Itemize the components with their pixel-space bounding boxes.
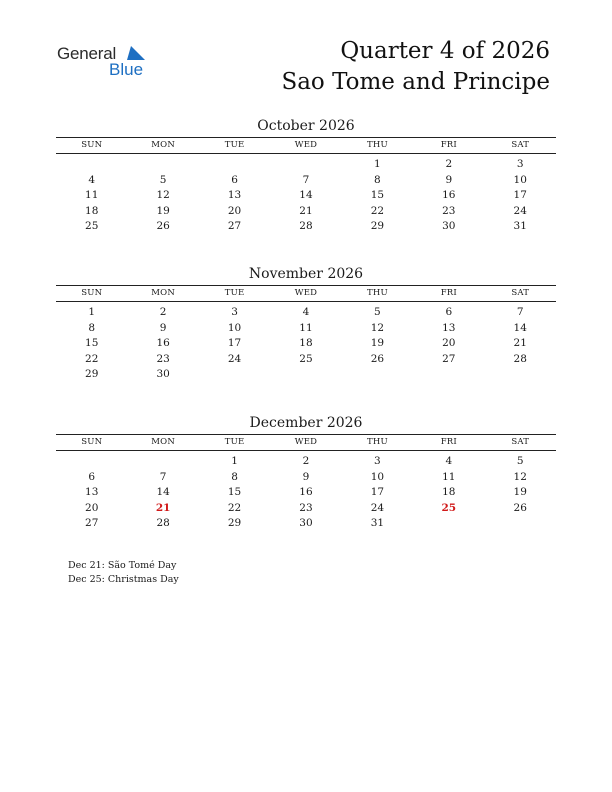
weekday-label: WED bbox=[294, 140, 318, 150]
weekday-label: MON bbox=[151, 288, 175, 298]
weekday-label: FRI bbox=[440, 288, 457, 298]
generalblue-logo bbox=[57, 44, 157, 84]
day-cell: 20 bbox=[85, 501, 99, 514]
week-row bbox=[56, 203, 556, 219]
day-cell: 21 bbox=[299, 204, 313, 217]
day-cell: 5 bbox=[516, 455, 524, 467]
empty-day-cell bbox=[56, 156, 127, 172]
day-cell: 24 bbox=[513, 204, 527, 217]
day-cell: 13 bbox=[442, 321, 456, 334]
day-cell: 22 bbox=[370, 204, 385, 217]
day-cell: 5 bbox=[374, 306, 381, 318]
day-cell: 30 bbox=[156, 368, 170, 380]
weekday-header bbox=[56, 434, 556, 451]
day-cell: 18 bbox=[442, 486, 456, 498]
weekday-label: SUN bbox=[81, 437, 103, 447]
weekday-label: TUE bbox=[224, 140, 245, 150]
week-row bbox=[56, 469, 556, 485]
day-cell: 22 bbox=[227, 501, 242, 514]
empty-day-cell bbox=[485, 515, 556, 531]
week-row bbox=[56, 515, 556, 531]
day-cell: 28 bbox=[299, 220, 313, 232]
day-cell: 1 bbox=[374, 158, 381, 170]
day-cell: 8 bbox=[88, 321, 96, 334]
week-row bbox=[56, 304, 556, 320]
week-row bbox=[56, 335, 556, 351]
month-title: October 2026 bbox=[257, 118, 355, 134]
empty-day-cell bbox=[485, 366, 556, 382]
empty-day-cell bbox=[56, 453, 127, 469]
day-cell: 14 bbox=[513, 321, 527, 334]
month-title: November 2026 bbox=[248, 266, 364, 282]
logo-blue-text: Blue bbox=[109, 60, 144, 79]
week-row bbox=[56, 366, 556, 382]
weekday-header bbox=[56, 285, 556, 302]
weekday-label: TUE bbox=[224, 288, 245, 298]
day-cell: 26 bbox=[370, 352, 385, 365]
day-cell: 25 bbox=[299, 352, 313, 365]
day-cell: 17 bbox=[370, 486, 385, 498]
day-cell: 6 bbox=[231, 173, 238, 186]
week-row bbox=[56, 453, 556, 469]
title-quarter: Quarter 4 of 2026 bbox=[340, 38, 550, 64]
logo-general-text: General bbox=[57, 44, 117, 63]
day-cell: 4 bbox=[88, 173, 96, 186]
day-cell: 7 bbox=[302, 173, 310, 186]
weekday-label: SUN bbox=[81, 140, 103, 150]
weekday-label: FRI bbox=[440, 140, 457, 150]
day-cell: 13 bbox=[227, 189, 242, 201]
title-country: Sao Tome and Principe bbox=[281, 69, 550, 95]
holiday-day-cell: 21 bbox=[155, 501, 171, 514]
day-cell: 3 bbox=[374, 455, 381, 467]
day-cell: 14 bbox=[299, 189, 313, 201]
day-cell: 11 bbox=[442, 470, 456, 483]
day-cell: 16 bbox=[156, 337, 170, 349]
day-cell: 3 bbox=[231, 306, 238, 318]
day-cell: 9 bbox=[302, 470, 310, 483]
day-cell: 19 bbox=[370, 337, 385, 349]
weekday-label: SAT bbox=[511, 288, 530, 298]
day-cell: 30 bbox=[299, 517, 313, 529]
day-cell: 11 bbox=[299, 321, 313, 334]
empty-day-cell bbox=[270, 156, 341, 172]
day-cell: 23 bbox=[299, 501, 313, 514]
empty-day-cell bbox=[270, 366, 341, 382]
day-cell: 25 bbox=[85, 220, 99, 232]
day-cell: 17 bbox=[513, 189, 527, 201]
day-cell: 27 bbox=[442, 352, 456, 365]
day-cell: 18 bbox=[85, 204, 99, 217]
day-cell: 4 bbox=[445, 455, 453, 467]
day-cell: 28 bbox=[156, 517, 170, 529]
day-cell: 12 bbox=[513, 470, 527, 483]
day-cell: 10 bbox=[227, 321, 242, 334]
day-cell: 19 bbox=[513, 486, 527, 498]
day-cell: 13 bbox=[85, 486, 99, 498]
day-cell: 31 bbox=[513, 220, 527, 232]
day-cell: 18 bbox=[299, 337, 313, 349]
empty-day-cell bbox=[413, 366, 484, 382]
day-cell: 12 bbox=[156, 189, 170, 201]
day-cell: 15 bbox=[227, 486, 242, 498]
day-cell: 8 bbox=[374, 173, 381, 186]
empty-day-cell bbox=[342, 366, 413, 382]
week-row bbox=[56, 156, 556, 172]
week-row bbox=[56, 351, 556, 367]
day-cell: 15 bbox=[370, 189, 385, 201]
day-cell: 2 bbox=[302, 455, 310, 467]
empty-day-cell bbox=[199, 366, 270, 382]
weekday-label: WED bbox=[294, 437, 318, 447]
day-cell: 12 bbox=[370, 321, 385, 334]
day-cell: 7 bbox=[516, 306, 524, 318]
weekday-label: SUN bbox=[81, 288, 103, 298]
day-cell: 27 bbox=[85, 517, 99, 529]
day-cell: 9 bbox=[159, 321, 167, 334]
day-cell: 1 bbox=[231, 455, 238, 467]
day-cell: 23 bbox=[156, 352, 170, 365]
day-cell: 20 bbox=[227, 204, 242, 217]
day-cell: 29 bbox=[370, 220, 385, 232]
holiday-note: Dec 21: São Tomé Day bbox=[68, 560, 177, 571]
week-row bbox=[56, 484, 556, 500]
week-row bbox=[56, 172, 556, 188]
weekday-label: SAT bbox=[511, 140, 530, 150]
day-cell: 6 bbox=[88, 470, 96, 483]
day-cell: 26 bbox=[513, 501, 527, 514]
month-title: December 2026 bbox=[249, 415, 363, 431]
day-cell: 23 bbox=[442, 204, 456, 217]
day-cell: 8 bbox=[231, 470, 238, 483]
day-cell: 14 bbox=[156, 486, 170, 498]
page-title bbox=[281, 36, 550, 98]
empty-day-cell bbox=[199, 156, 270, 172]
day-cell: 22 bbox=[85, 352, 99, 365]
day-cell: 1 bbox=[88, 306, 96, 318]
day-cell: 2 bbox=[159, 306, 167, 318]
day-cell: 21 bbox=[513, 337, 527, 349]
week-row bbox=[56, 320, 556, 336]
day-cell: 7 bbox=[159, 470, 167, 483]
day-cell: 16 bbox=[299, 486, 313, 498]
weekday-label: THU bbox=[366, 437, 388, 447]
day-cell: 9 bbox=[445, 173, 453, 186]
holiday-note: Dec 25: Christmas Day bbox=[68, 574, 179, 585]
empty-day-cell bbox=[413, 515, 484, 531]
day-cell: 6 bbox=[445, 306, 453, 318]
calendar-month-november bbox=[56, 265, 556, 382]
weekday-header bbox=[56, 137, 556, 154]
day-cell: 11 bbox=[85, 189, 99, 201]
day-cell: 17 bbox=[227, 337, 242, 349]
day-cell: 10 bbox=[370, 470, 385, 483]
logo-triangle-icon bbox=[127, 46, 145, 60]
day-cell: 30 bbox=[442, 220, 456, 232]
weekday-label: TUE bbox=[224, 437, 245, 447]
weekday-label: FRI bbox=[440, 437, 457, 447]
holiday-notes bbox=[68, 559, 179, 587]
day-cell: 4 bbox=[302, 306, 310, 318]
day-cell: 19 bbox=[156, 204, 170, 217]
calendar-month-december bbox=[56, 414, 556, 531]
empty-day-cell bbox=[127, 156, 198, 172]
weekday-label: MON bbox=[151, 140, 175, 150]
day-cell: 29 bbox=[85, 368, 99, 380]
day-cell: 24 bbox=[370, 501, 385, 514]
weekday-label: MON bbox=[151, 437, 175, 447]
calendar-month-october bbox=[56, 117, 556, 234]
weekday-label: SAT bbox=[511, 437, 530, 447]
day-cell: 20 bbox=[442, 337, 456, 349]
day-cell: 16 bbox=[442, 189, 456, 201]
holiday-day-cell: 25 bbox=[441, 501, 457, 514]
week-row bbox=[56, 187, 556, 203]
day-cell: 27 bbox=[227, 220, 242, 232]
day-cell: 31 bbox=[370, 517, 385, 529]
week-row bbox=[56, 500, 556, 516]
day-cell: 26 bbox=[156, 220, 170, 232]
day-cell: 3 bbox=[516, 158, 524, 170]
empty-day-cell bbox=[127, 453, 198, 469]
day-cell: 2 bbox=[445, 158, 453, 170]
day-cell: 15 bbox=[85, 337, 99, 349]
day-cell: 10 bbox=[513, 173, 527, 186]
week-row bbox=[56, 218, 556, 234]
day-cell: 28 bbox=[513, 352, 527, 365]
day-cell: 24 bbox=[227, 352, 242, 365]
weekday-label: WED bbox=[294, 288, 318, 298]
weekday-label: THU bbox=[366, 140, 388, 150]
weekday-label: THU bbox=[366, 288, 388, 298]
day-cell: 5 bbox=[159, 173, 167, 186]
day-cell: 29 bbox=[227, 517, 242, 529]
